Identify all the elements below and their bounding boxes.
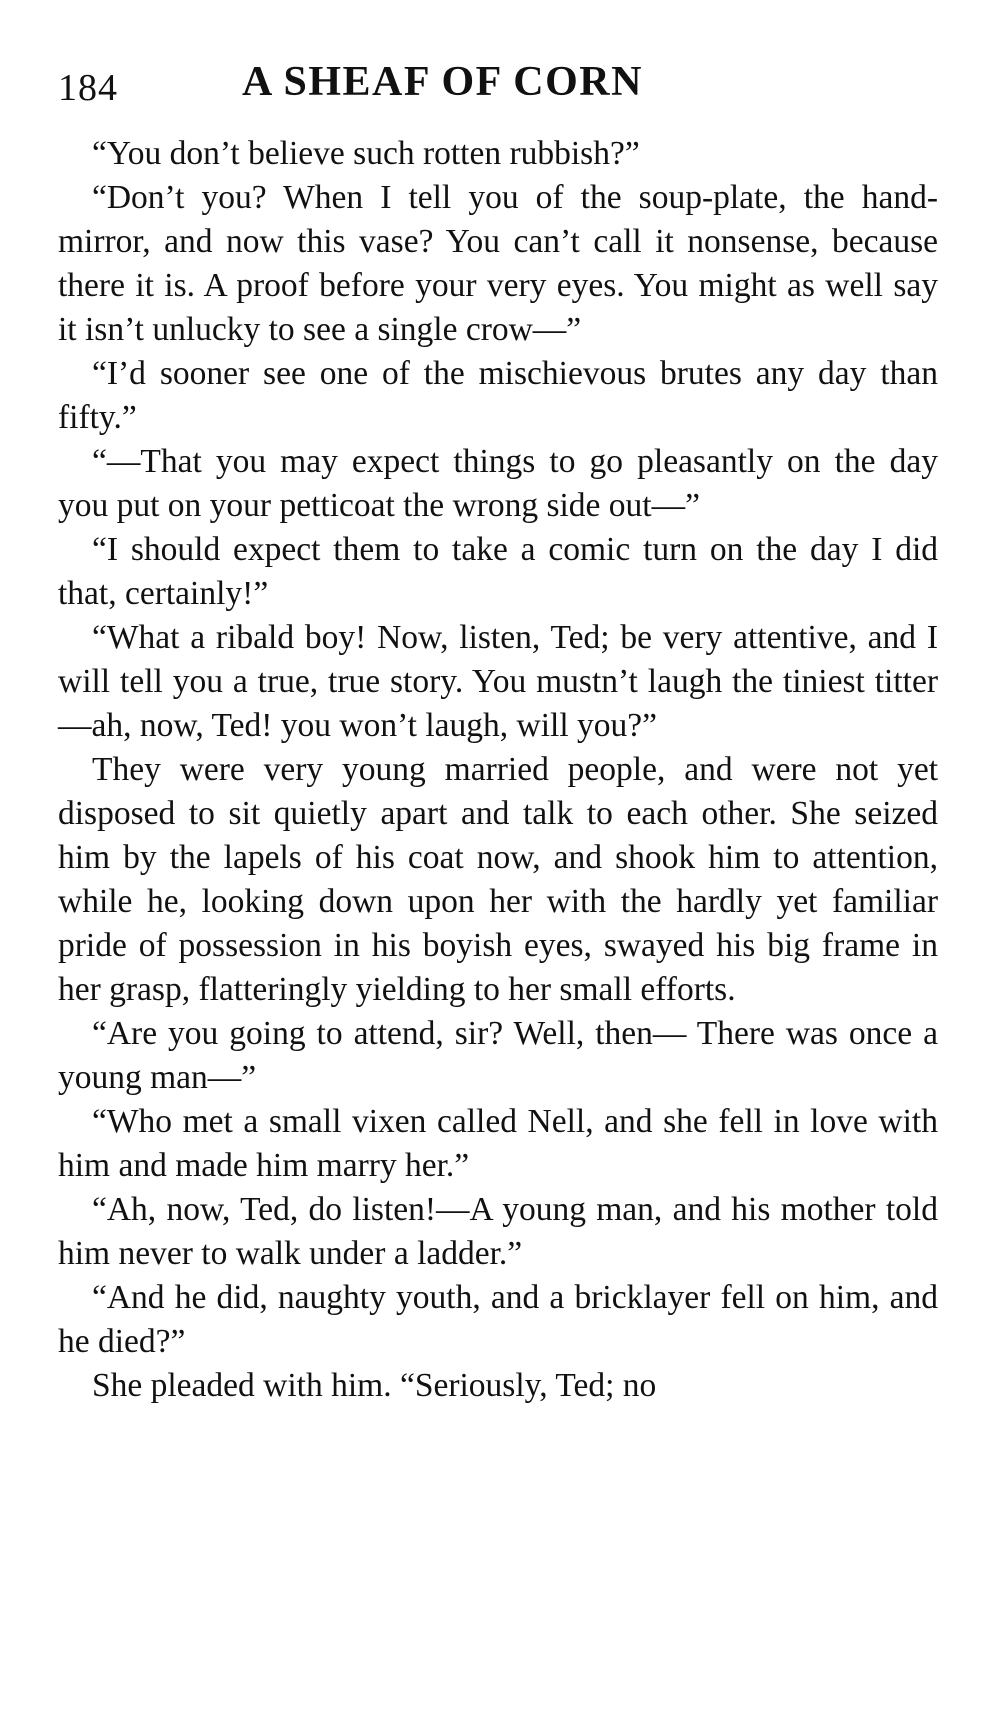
paragraph: “I’d sooner see one of the mischievous brutes any day than fifty.” bbox=[58, 355, 938, 436]
paragraph: “—That you may expect things to go pleasantly on the day you put on your petticoat the wrong side out—” bbox=[58, 443, 938, 524]
paragraph: “You don’t believe such rotten rubbish?” bbox=[92, 135, 640, 172]
paragraph: “What a ribald boy! Now, listen, Ted; be very attentive, and I will tell you a true, true story. You mustn’t laugh the tiniest titter—ah, now, Ted! you won’t laugh, will you?” bbox=[58, 619, 938, 744]
paragraph: “Ah, now, Ted, do listen!—A young man, and his mother told him never to walk under a ladder.” bbox=[58, 1191, 938, 1272]
paragraph: They were very young married people, and were not yet disposed to sit quietly apart and talk to each other. She seized him by the lapels of his coat now, and shook him to attention, while he, looking down upon her with the hardly yet familiar pride of possession in his boyish eyes, swayed his big frame in her grasp, flatteringly yielding to her small efforts. bbox=[58, 751, 938, 1008]
paragraph: “Are you going to attend, sir? Well, then— There was once a young man—” bbox=[58, 1015, 938, 1096]
running-head bbox=[58, 58, 938, 114]
paragraph: She pleaded with him. “Seriously, Ted; no bbox=[92, 1367, 657, 1404]
paragraph: “I should expect them to take a comic turn on the day I did that, certainly!” bbox=[58, 531, 938, 612]
page-number: 184 bbox=[58, 67, 118, 109]
body-text bbox=[58, 132, 938, 1408]
paragraph: “Don’t you? When I tell you of the soup-plate, the hand-mirror, and now this vase? You can’t call it nonsense, because there it is. A proof before your very eyes. You might as well say it isn’t unlucky to see a single crow—” bbox=[58, 179, 938, 348]
book-title: A SHEAF OF CORN bbox=[242, 59, 643, 105]
paragraph: “Who met a small vixen called Nell, and she fell in love with him and made him marry her.” bbox=[58, 1103, 938, 1184]
paragraph: “And he did, naughty youth, and a bricklayer fell on him, and he died?” bbox=[58, 1279, 938, 1360]
